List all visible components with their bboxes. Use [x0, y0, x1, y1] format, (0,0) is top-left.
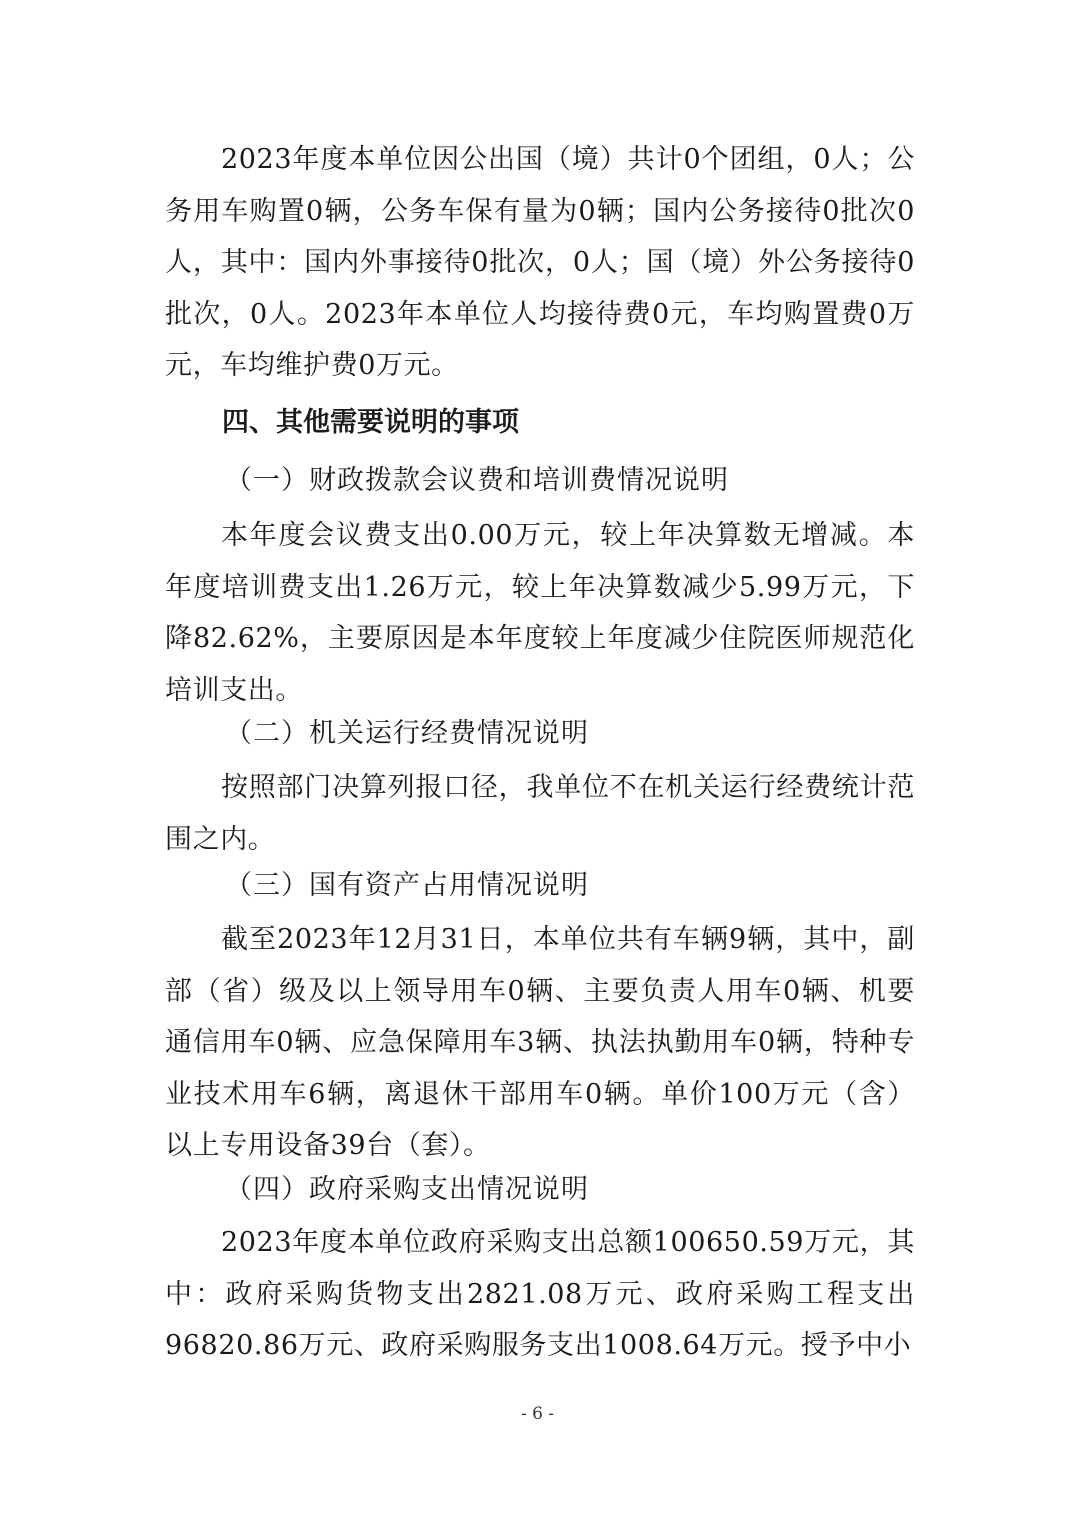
section-4-heading: 四、其他需要说明的事项: [222, 407, 519, 438]
paragraph-meeting-training-fees: 本年度会议费支出0.00万元，较上年决算数无增减。本年度培训费支出1.26万元，较上年决算数减少5.99万元，下降82.62%，主要原因是本年度较上年度减少住院医师规范化培训支出。: [165, 520, 915, 706]
paragraph-operating-expenses: 按照部门决算列报口径，我单位不在机关运行经费统计范围之内。: [165, 772, 915, 855]
page-number: - 6 -: [520, 1404, 555, 1424]
paragraph-state-assets: 截至2023年12月31日，本单位共有车辆9辆，其中，副部（省）级及以上领导用车0辆、主要负责人用车0辆、机要通信用车0辆、应急保障用车3辆、执法执勤用车0辆，特种专业技术用车6辆，离退休干部用车0辆。单价100万元（含）以上专用设备39台（套）。: [165, 924, 915, 1161]
paragraph-government-procurement: 2023年度本单位政府采购支出总额100650.59万元，其中：政府采购货物支出2821.08万元、政府采购工程支出96820.86万元、政府采购服务支出1008.64万元。授予中小: [165, 1227, 915, 1361]
paragraph-overseas-and-vehicles: 2023年度本单位因公出国（境）共计0个团组，0人；公务用车购置0辆，公务车保有量为0辆；国内公务接待0批次0人，其中：国内外事接待0批次，0人；国（境）外公务接待0批次，0人。2023年本单位人均接待费0元，车均购置费0万元，车均维护费0万元。: [165, 144, 915, 381]
subsection-4-heading: （四）政府采购支出情况说明: [225, 1174, 589, 1205]
subsection-1-heading: （一）财政拨款会议费和培训费情况说明: [225, 465, 729, 496]
subsection-3-heading: （三）国有资产占用情况说明: [225, 870, 589, 901]
subsection-2-heading: （二）机关运行经费情况说明: [225, 718, 589, 749]
